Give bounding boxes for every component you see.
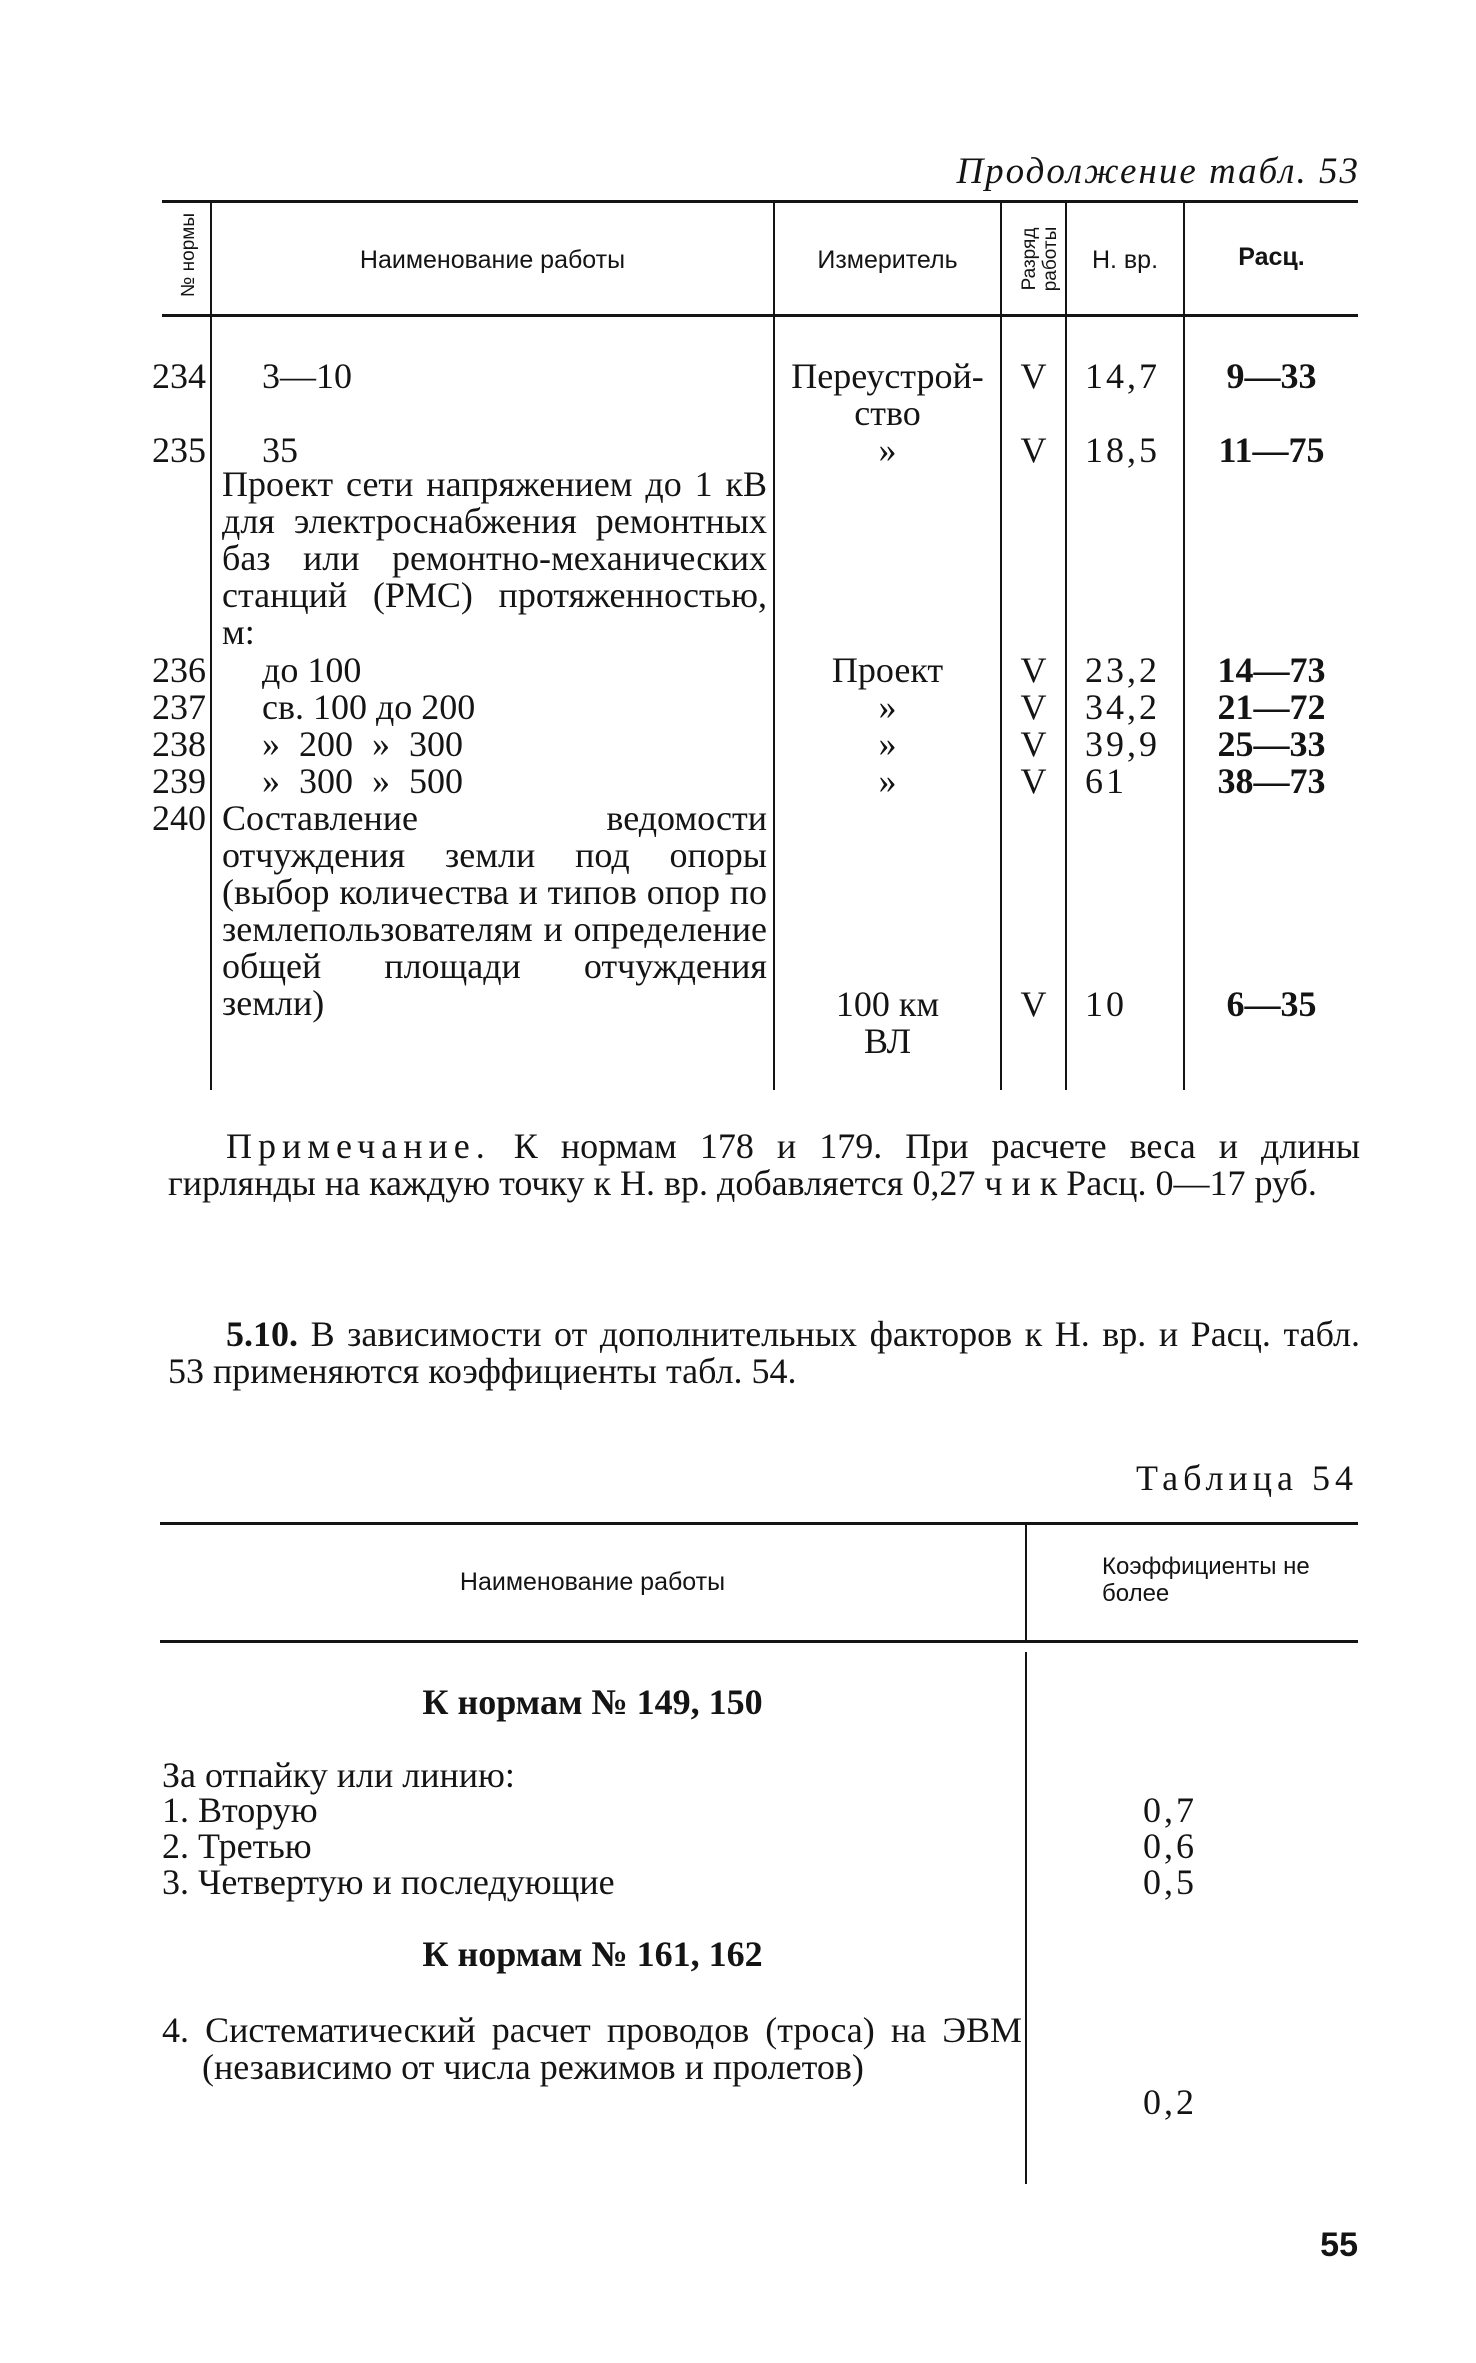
header-unit: Измеритель — [817, 246, 958, 274]
note-paragraph — [168, 1128, 1360, 1202]
cell-name: 35 — [262, 430, 298, 470]
cell-name: Составление ведомости отчуждения земли под опоры (выбор количества и типов опор по землепользователям и определение общей площади отчуждения земли) — [222, 798, 767, 1023]
header-work-name: Наименование работы — [359, 246, 626, 274]
cell-name: св. 100 до 200 — [262, 687, 476, 727]
cell-num: 236 — [152, 650, 206, 690]
cell-name: » 300 » 500 — [262, 761, 463, 801]
cell-name: 3—10 — [262, 356, 352, 396]
cell-grade: V — [1020, 761, 1047, 801]
cell-unit: Проект — [831, 650, 944, 690]
table53-col-divider — [1183, 200, 1185, 1090]
cell-rate: 14—73 — [1217, 650, 1326, 690]
cell-rate: 11—75 — [1218, 430, 1325, 470]
table54-header-rule — [160, 1640, 1358, 1643]
group-title: К нормам № 149, 150 — [422, 1682, 763, 1722]
cell-rate: 25—33 — [1217, 724, 1326, 764]
cell-time: 18,5 — [1085, 430, 1160, 470]
item-value: 0,2 — [1143, 2082, 1197, 2122]
cell-grade: V — [1020, 430, 1047, 470]
item-label: 3. Четвертую и последующие — [162, 1862, 615, 1902]
cell-unit: Переустрой-ство — [791, 356, 984, 433]
cell-time: 34,2 — [1085, 687, 1160, 727]
cell-num: 240 — [152, 798, 206, 838]
cell-unit: 100 км ВЛ — [835, 984, 940, 1061]
cell-unit: » — [878, 724, 897, 764]
table54-header-name: Наименование работы — [459, 1568, 726, 1596]
cell-time: 14,7 — [1085, 356, 1160, 396]
group-intro: За отпайку или линию: — [162, 1755, 515, 1795]
cell-unit: » — [878, 761, 897, 801]
item-label: 1. Вторую — [162, 1790, 318, 1830]
cell-grade: V — [1020, 356, 1047, 396]
cell-unit: » — [878, 687, 897, 727]
page-number: 55 — [1320, 2226, 1358, 2264]
cell-grade: V — [1020, 687, 1047, 727]
item-value: 0,6 — [1143, 1826, 1197, 1866]
item-value: 0,7 — [1143, 1790, 1197, 1830]
header-grade: Разряд работы — [1019, 226, 1061, 292]
cell-num: 238 — [152, 724, 206, 764]
table53-col-divider — [1065, 200, 1067, 1090]
cell-time: 39,9 — [1085, 724, 1160, 764]
cell-num: 237 — [152, 687, 206, 727]
table53-col-divider — [1000, 200, 1002, 1090]
table53-col-divider — [773, 200, 775, 1090]
table54-col-divider — [1025, 1522, 1027, 1640]
cell-name: до 100 — [262, 650, 362, 690]
group-title: К нормам № 161, 162 — [422, 1934, 763, 1974]
item-label: 2. Третью — [162, 1826, 312, 1866]
table53-top-rule — [162, 200, 1358, 203]
table-caption: Продолжение табл. 53 — [956, 151, 1360, 192]
header-time: Н. вр. — [1091, 246, 1159, 274]
table53-col-divider — [210, 200, 212, 1090]
item-label: 4. Систематический расчет проводов (троса) на ЭВМ (независимо от числа режимов и пролетов) — [162, 2010, 1022, 2087]
table54-col-divider — [1025, 1652, 1027, 2184]
paragraph-text: В зависимости от дополнительных факторов к Н. вр. и Расц. табл. 53 применяются коэффициенты табл. 54. — [168, 1314, 1361, 1391]
cell-rate: 9—33 — [1226, 356, 1317, 396]
cell-grade: V — [1020, 724, 1047, 764]
table54-title: Таблица 54 — [1136, 1458, 1358, 1498]
note-label: Примечание. — [226, 1126, 491, 1166]
cell-group-heading: Проект сети напряжением до 1 кВ для электроснабжения ремонтных баз или ремонтно-механических станций (РМС) протяженностью, м: — [222, 464, 767, 652]
cell-grade: V — [1020, 984, 1047, 1024]
cell-time: 61 — [1085, 761, 1127, 801]
cell-time: 23,2 — [1085, 650, 1160, 690]
cell-num: 239 — [152, 761, 206, 801]
cell-name: » 200 » 300 — [262, 724, 463, 764]
paragraph-number: 5.10. — [226, 1314, 298, 1354]
paragraph-5-10 — [168, 1316, 1360, 1390]
cell-num: 234 — [152, 356, 206, 396]
cell-unit: » — [878, 430, 897, 470]
cell-rate: 6—35 — [1226, 984, 1317, 1024]
cell-grade: V — [1020, 650, 1047, 690]
cell-rate: 21—72 — [1217, 687, 1326, 727]
cell-num: 235 — [152, 430, 206, 470]
cell-time: 10 — [1085, 984, 1127, 1024]
header-norm-number: № нормы — [178, 212, 199, 297]
table53-header-rule — [162, 314, 1358, 317]
header-rate: Расц. — [1238, 243, 1305, 271]
table54-header-coef: Коэффициенты не более — [1102, 1553, 1310, 1607]
cell-rate: 38—73 — [1217, 761, 1326, 801]
table54-top-rule — [160, 1522, 1358, 1525]
item-value: 0,5 — [1143, 1862, 1197, 1902]
note-text: К нормам 178 и 179. При расчете веса и длины гирлянды на каждую точку к Н. вр. добавляется 0,27 ч и к Расц. 0—17 руб. — [168, 1126, 1361, 1203]
